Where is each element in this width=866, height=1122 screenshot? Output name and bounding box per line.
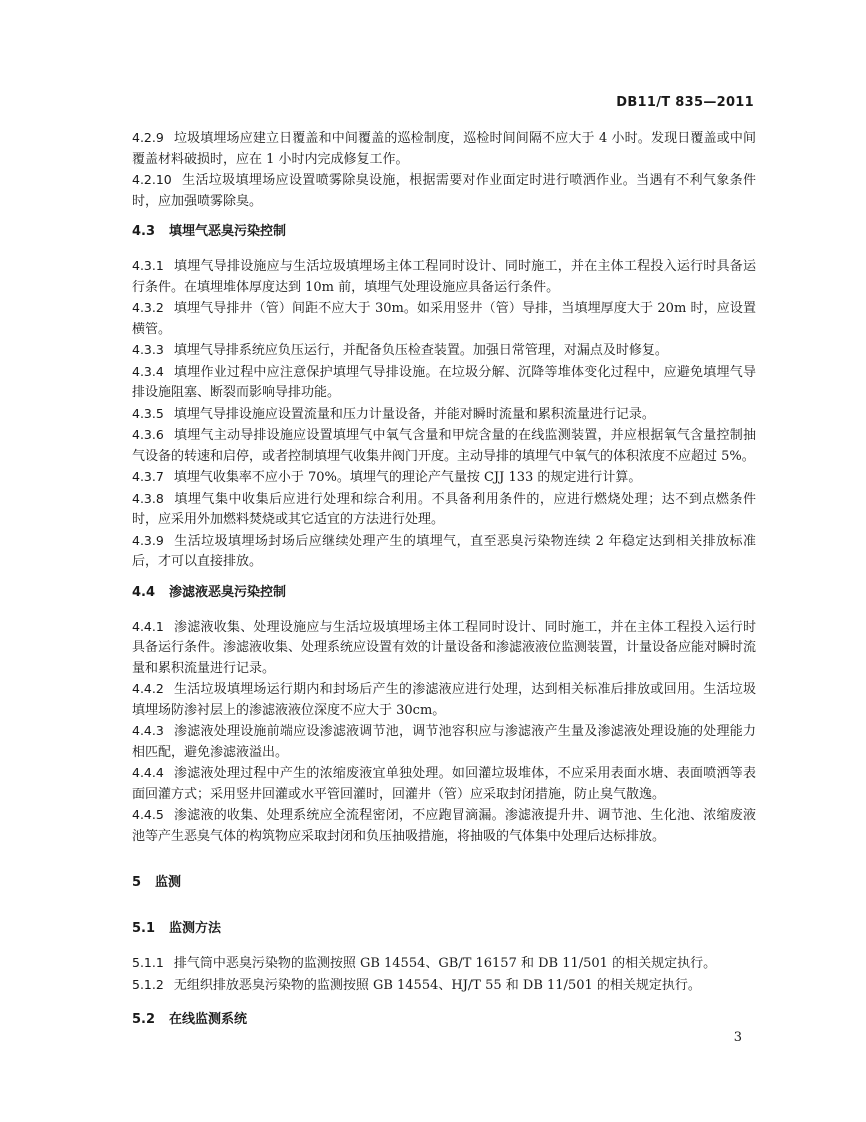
- heading-5-1: [132, 919, 756, 939]
- clause-4-3-3: [132, 340, 756, 362]
- clause-number: 4.2.10: [132, 172, 172, 187]
- clause-text: 生活垃圾填埋场运行期内和封场后产生的渗滤液应进行处理，达到相关标准后排放或回用。生活垃圾填埋场防渗衬层上的渗滤液液位深度不应大于 30cm。: [132, 682, 756, 718]
- clause-4-2-9: [132, 128, 756, 170]
- clause-4-3-9: [132, 531, 756, 573]
- clause-text: 填埋气导排系统应负压运行，并配备负压检查装置。加强日常管理，对漏点及时修复。: [173, 343, 668, 358]
- clause-number: 4.3.7: [132, 469, 164, 484]
- clause-4-3-5: [132, 404, 756, 426]
- clause-4-2-10: [132, 170, 756, 212]
- clause-number: 4.3.4: [132, 363, 164, 379]
- clause-number: 4.3.8: [132, 490, 164, 506]
- clause-4-3-7: [132, 467, 756, 489]
- clause-4-4-3: [132, 721, 756, 763]
- clause-text: 生活垃圾填埋场应设置喷雾除臭设施，根据需要对作业面定时进行喷洒作业。当遇有不利气象条件时，应加强喷雾除臭。: [132, 173, 756, 209]
- heading-number: 5.2: [132, 1012, 156, 1027]
- clause-text: 渗滤液处理过程中产生的浓缩废液宜单独处理。如回灌垃圾堆体，不应采用表面水塘、表面喷洒等表面回灌方式；采用竖井回灌或水平管回灌时，回灌井（管）应采取封闭措施，防止臭气散逸。: [132, 766, 756, 802]
- clause-text: 渗滤液的收集、处理系统应全流程密闭，不应跑冒滴漏。渗滤液提升井、调节池、生化池、浓缩废液池等产生恶臭气体的构筑物应采取封闭和负压抽吸措施，将抽吸的气体集中处理后达标排放。: [132, 808, 756, 844]
- clause-5-1-1: [132, 953, 756, 975]
- clause-text: 填埋气导排设施应与生活垃圾填埋场主体工程同时设计、同时施工，并在主体工程投入运行时具备运行条件。在填埋堆体厚度达到 10m 前，填埋气处理设施应具备运行条件。: [132, 259, 756, 295]
- heading-text: 渗滤液恶臭污染控制: [169, 584, 287, 600]
- clause-number: 4.3.1: [132, 258, 164, 273]
- clause-text: 渗滤液处理设施前端应设渗滤液调节池，调节池容积应与渗滤液产生量及渗滤液处理设施的处理能力相匹配，避免渗滤液溢出。: [132, 724, 756, 760]
- clause-text: 填埋气导排井（管）间距不应大于 30m。如采用竖井（管）导排，当填埋厚度大于 20m 时，应设置横管。: [132, 301, 756, 337]
- clause-5-1-2: [132, 975, 756, 997]
- clause-number: 5.1.1: [132, 955, 164, 970]
- clause-4-4-1: [132, 617, 756, 680]
- heading-number: 5: [132, 875, 142, 890]
- clause-number: 4.4.5: [132, 807, 164, 822]
- clause-number: 5.1.2: [132, 976, 164, 992]
- heading-4-3: [132, 222, 756, 242]
- clause-text: 无组织排放恶臭污染物的监测按照 GB 14554、HJ/T 55 和 DB 11/501 的相关规定执行。: [173, 977, 701, 993]
- clause-4-3-1: [132, 256, 756, 298]
- clause-number: 4.4.1: [132, 618, 164, 634]
- heading-4-4: [132, 583, 756, 603]
- heading-5: [132, 873, 756, 893]
- heading-number: 4.4: [132, 584, 156, 600]
- clause-number: 4.4.4: [132, 765, 164, 780]
- clause-text: 填埋气主动导排设施应设置填埋气中氧气含量和甲烷含量的在线监测装置，并应根据氧气含量控制抽气设备的转速和启停，或者控制填埋气收集井阀门开度。主动导排的填埋气中氧气的体积浓度不应超过 5%。: [132, 428, 756, 464]
- document-code: DB11/T 835—2011: [616, 95, 754, 110]
- clause-text: 填埋作业过程中应注意保护填埋气导排设施。在垃圾分解、沉降等堆体变化过程中，应避免填埋气导排设施阻塞、断裂而影响导排功能。: [132, 364, 756, 400]
- clause-number: 4.3.2: [132, 300, 164, 315]
- clause-number: 4.4.3: [132, 723, 164, 738]
- clause-4-4-2: [132, 679, 756, 721]
- clause-number: 4.3.6: [132, 427, 164, 442]
- clause-4-3-6: [132, 425, 756, 467]
- document-body: [132, 128, 756, 1030]
- clause-4-3-4: [132, 362, 756, 404]
- clause-4-3-2: [132, 298, 756, 340]
- heading-text: 监测方法: [169, 921, 222, 936]
- clause-4-3-8: [132, 489, 756, 531]
- clause-number: 4.3.5: [132, 405, 164, 421]
- clause-text: 排气筒中恶臭污染物的监测按照 GB 14554、GB/T 16157 和 DB 11/501 的相关规定执行。: [173, 956, 717, 971]
- clause-number: 4.4.2: [132, 681, 164, 696]
- clause-number: 4.3.3: [132, 342, 164, 357]
- clause-text: 垃圾填埋场应建立日覆盖和中间覆盖的巡检制度，巡检时间间隔不应大于 4 小时。发现日覆盖或中间覆盖材料破损时，应在 1 小时内完成修复工作。: [132, 131, 756, 167]
- heading-text: 在线监测系统: [169, 1012, 248, 1027]
- clause-4-4-5: [132, 805, 756, 847]
- clause-text: 填埋气集中收集后应进行处理和综合利用。不具备利用条件的，应进行燃烧处理；达不到点燃条件时，应采用外加燃料焚烧或其它适宜的方法进行处理。: [132, 491, 756, 527]
- heading-number: 4.3: [132, 224, 156, 239]
- clause-4-4-4: [132, 763, 756, 805]
- heading-text: 填埋气恶臭污染控制: [169, 224, 287, 239]
- heading-number: 5.1: [132, 921, 156, 936]
- clause-number: 4.2.9: [132, 130, 164, 145]
- clause-text: 填埋气收集率不应小于 70%。填埋气的理论产气量按 CJJ 133 的规定进行计算。: [173, 470, 642, 485]
- heading-5-2: [132, 1010, 756, 1030]
- page-number: 3: [733, 1030, 742, 1045]
- heading-text: 监测: [155, 875, 182, 890]
- clause-number: 4.3.9: [132, 532, 164, 548]
- clause-text: 填埋气导排设施应设置流量和压力计量设备，并能对瞬时流量和累积流量进行记录。: [173, 406, 655, 422]
- clause-text: 渗滤液收集、处理设施应与生活垃圾填埋场主体工程同时设计、同时施工，并在主体工程投入运行时具备运行条件。渗滤液收集、处理系统应设置有效的计量设备和渗滤液液位监测装置，计量设备应能对瞬时流量和累积流量进行记录。: [132, 619, 757, 676]
- clause-text: 生活垃圾填埋场封场后应继续处理产生的填埋气，直至恶臭污染物连续 2 年稳定达到相关排放标准后，才可以直接排放。: [132, 533, 756, 569]
